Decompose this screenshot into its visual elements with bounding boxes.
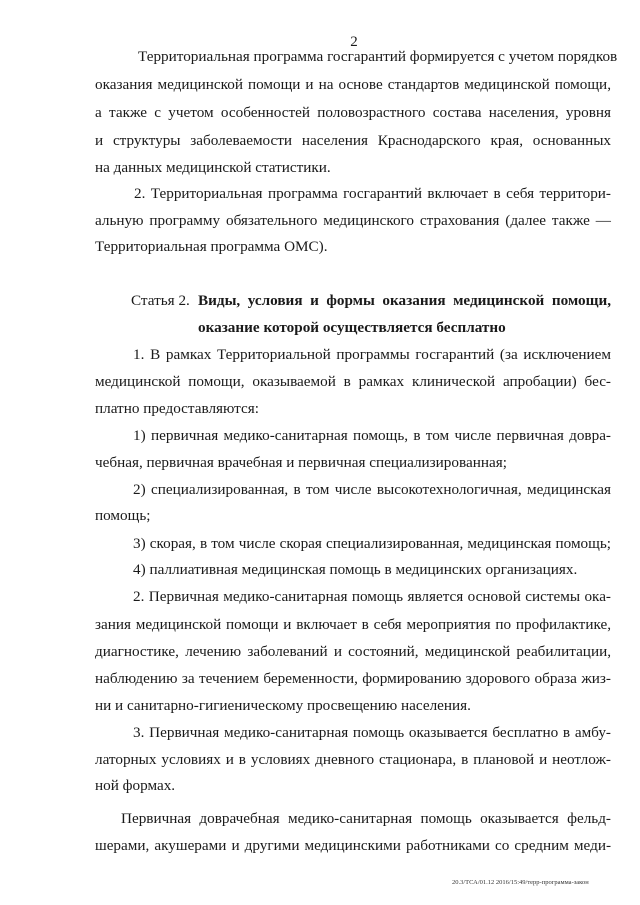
text-line: латорных условиях и в условиях дневного стационара, в плановой и неотлож-	[95, 751, 611, 768]
text-line: Территориальная программа госгарантий формируется с учетом порядков	[138, 48, 618, 65]
list-item: 2) специализированная, в том числе высокотехнологичная, медицинская	[133, 481, 611, 498]
text-line: наблюдению за течением беременности, формированию здорового образа жиз-	[95, 670, 611, 687]
text-line: ни и санитарно-гигиеническому просвещению населения.	[95, 697, 471, 714]
footer-file-info: 20.3/ТСА/01.12 2016/15:49/терр-программа-закон	[452, 879, 589, 886]
text-line: зания медицинской помощи и включает в себя мероприятия по профилактике,	[95, 616, 611, 633]
text-line: 3. Первичная медико-санитарная помощь оказывается бесплатно в амбу-	[133, 724, 611, 741]
text-line: платно предоставляются:	[95, 400, 259, 417]
text-line: Территориальная программа ОМС).	[95, 238, 328, 255]
list-item: 4) паллиативная медицинская помощь в медицинских организациях.	[133, 561, 578, 578]
article-label: Статья 2.	[131, 292, 190, 309]
text-line: помощь;	[95, 507, 151, 524]
text-line: чебная, первичная врачебная и первичная специализированная;	[95, 454, 507, 471]
text-line: оказания медицинской помощи и на основе стандартов медицинской помощи,	[95, 76, 611, 93]
text-line: а также с учетом особенностей половозрастного состава населения, уровня	[95, 104, 611, 121]
text-line: 2. Первичная медико-санитарная помощь является основой системы ока-	[133, 588, 611, 605]
text-line: 1. В рамках Территориальной программы госгарантий (за исключением	[133, 346, 611, 363]
text-line: ной формах.	[95, 777, 176, 794]
text-line: и структуры заболеваемости населения Краснодарского края, основанных	[95, 132, 611, 149]
article-title: оказание которой осуществляется бесплатно	[198, 319, 506, 336]
text-line: Первичная доврачебная медико-санитарная помощь оказывается фельд-	[121, 810, 611, 827]
text-line: шерами, акушерами и другими медицинскими работниками со средним меди-	[95, 837, 611, 854]
page-number: 2	[350, 34, 358, 50]
text-line: медицинской помощи, оказываемой в рамках клинической апробации) бес-	[95, 373, 611, 390]
text-line: на данных медицинской статистики.	[95, 159, 331, 176]
text-line: диагностике, лечению заболеваний и состояний, медицинской реабилитации,	[95, 643, 611, 660]
list-item: 1) первичная медико-санитарная помощь, в том числе первичная довра-	[133, 427, 611, 444]
article-title: Виды, условия и формы оказания медицинской помощи,	[198, 292, 611, 309]
text-line: альную программу обязательного медицинского страхования (далее также —	[95, 212, 611, 229]
list-item: 3) скорая, в том числе скорая специализированная, медицинская помощь;	[133, 535, 611, 552]
text-line: 2. Территориальная программа госгарантий включает в себя территори-	[134, 185, 611, 202]
